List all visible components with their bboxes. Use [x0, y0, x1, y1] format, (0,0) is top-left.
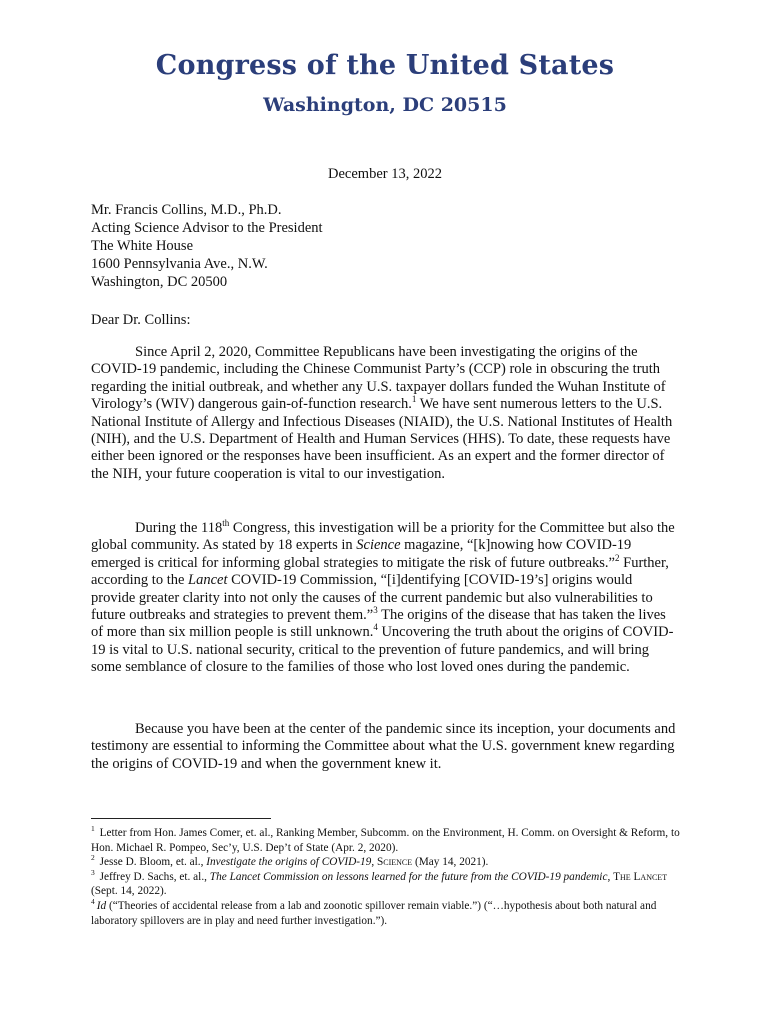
- footnote-number: 1: [91, 824, 95, 834]
- text-run: We have sent numerous letters to the U.S. National Institute of Allergy and Infectious Diseases (NIAID), the U.S. National Institutes of Health (NIH), and the U.S. Department of Health and Human Services (HHS). To date, these requests have either been ignored or the responses have been insufficient. As an expert and the former director of the NIH, your future cooperation is vital to our investigation.: [91, 396, 673, 482]
- footnote-id: Id: [96, 899, 107, 912]
- footnote-text: Letter from Hon. James Comer, et. al., Ranking Member, Subcomm. on the Environment, H. Comm. on Oversight & Reform, to Hon. Michael R. Pompeo, Sec’y, U.S. Dep’t of State (Apr. 2, 2020).: [91, 827, 680, 854]
- salutation: Dear Dr. Collins:: [91, 312, 191, 328]
- footnote-text: (“Theories of accidental release from a lab and zoonotic spillover remain viable.”) (“…hypothesis about both natural and laboratory spillovers are in play and need further investigation.”).: [91, 899, 657, 927]
- text-run: Further, according to the: [91, 554, 669, 589]
- text-run: During the 118: [135, 520, 223, 536]
- footnote-divider: [91, 818, 271, 819]
- ordinal-suffix: th: [222, 518, 230, 529]
- paragraph-3: [91, 721, 677, 773]
- footnote-title: Investigate the origins of COVID-19: [206, 856, 372, 869]
- publication-science: Science: [356, 537, 401, 554]
- footnote-1: [91, 826, 683, 855]
- footnote-2: [91, 855, 683, 870]
- recipient-line: Mr. Francis Collins, M.D., Ph.D.: [91, 202, 282, 218]
- footnote-text: Jeffrey D. Sachs, et. al.,: [96, 870, 210, 883]
- footnote-source: Science: [376, 856, 413, 869]
- footnote-title: The Lancet Commission on lessons learned for the future from the COVID-19 pandemic: [209, 870, 608, 883]
- recipient-address: [91, 201, 323, 291]
- recipient-line: The White House: [91, 238, 194, 254]
- letter-date: December 13, 2022: [328, 166, 442, 182]
- footnote-number: 2: [91, 853, 95, 863]
- footnote-4: [91, 899, 683, 928]
- recipient-line: 1600 Pennsylvania Ave., N.W.: [91, 256, 268, 272]
- recipient-line: Acting Science Advisor to the President: [91, 220, 323, 236]
- footnote-ref[interactable]: 3: [373, 605, 378, 616]
- text-run: COVID-19 Commission, “[i]dentifying [COVID-19’s] origins would provide greater clarity into not only the causes of the current pandemic but also vulnerabilities to future outbreaks and strategies to prevent them.”: [91, 572, 653, 624]
- letterhead-title: Congress of the United States: [155, 50, 615, 81]
- publication-lancet: Lancet: [188, 572, 228, 589]
- footnote-text: (Sept. 14, 2022).: [91, 885, 167, 898]
- text-run: Uncovering the truth about the origins of COVID-19 is vital to U.S. national security, critical to the prevention of future pandemics, and will bring some semblance of closure to the families of those who lost loved ones during the pandemic.: [91, 624, 674, 676]
- recipient-line: Washington, DC 20500: [91, 274, 228, 290]
- footnote-text: Jesse D. Bloom, et. al.,: [96, 856, 207, 869]
- footnote-source: The Lancet: [613, 870, 668, 883]
- footnote-ref[interactable]: 2: [615, 552, 620, 563]
- text-run: magazine, “[k]nowing how COVID-19 emerged is critical for informing global strategies to mitigate the risk of future outbreaks.”: [91, 537, 632, 571]
- letterhead-location: Washington, DC 20515: [263, 94, 507, 116]
- footnote-ref[interactable]: 1: [411, 394, 417, 405]
- footnote-3: [91, 870, 683, 899]
- text-run: Because you have been at the center of the pandemic since its inception, your documents and testimony are essential to informing the Committee about what the U.S. government knew regarding the origins of COVID-19 and when the government knew it.: [91, 721, 676, 772]
- footnote-number: 4: [91, 897, 95, 907]
- footnote-text: ,: [607, 870, 614, 883]
- footnote-number: 3: [91, 868, 95, 878]
- text-run: Congress, this investigation will be a priority for the Committee but also the global community. As stated by 18 experts in: [91, 520, 675, 554]
- text-run: Since April 2, 2020, Committee Republicans have been investigating the origins of the COVID-19 pandemic, including the Chinese Communist Party’s (CCP) role in obscuring the truth regarding the initial outbreak, and whether any U.S. taxpayer dollars funded the Wuhan Institute of Virology’s (WIV) dangerous gain-of-function research.: [91, 344, 666, 413]
- footnote-ref[interactable]: 4: [373, 622, 378, 633]
- footnote-text: ,: [371, 856, 377, 869]
- paragraph-2: [91, 520, 677, 677]
- footnotes: [91, 826, 683, 928]
- paragraph-1: [91, 344, 677, 483]
- text-run: The origins of the disease that has taken the lives of more than six million people is still unknown.: [91, 607, 666, 641]
- footnote-text: (May 14, 2021).: [412, 856, 489, 869]
